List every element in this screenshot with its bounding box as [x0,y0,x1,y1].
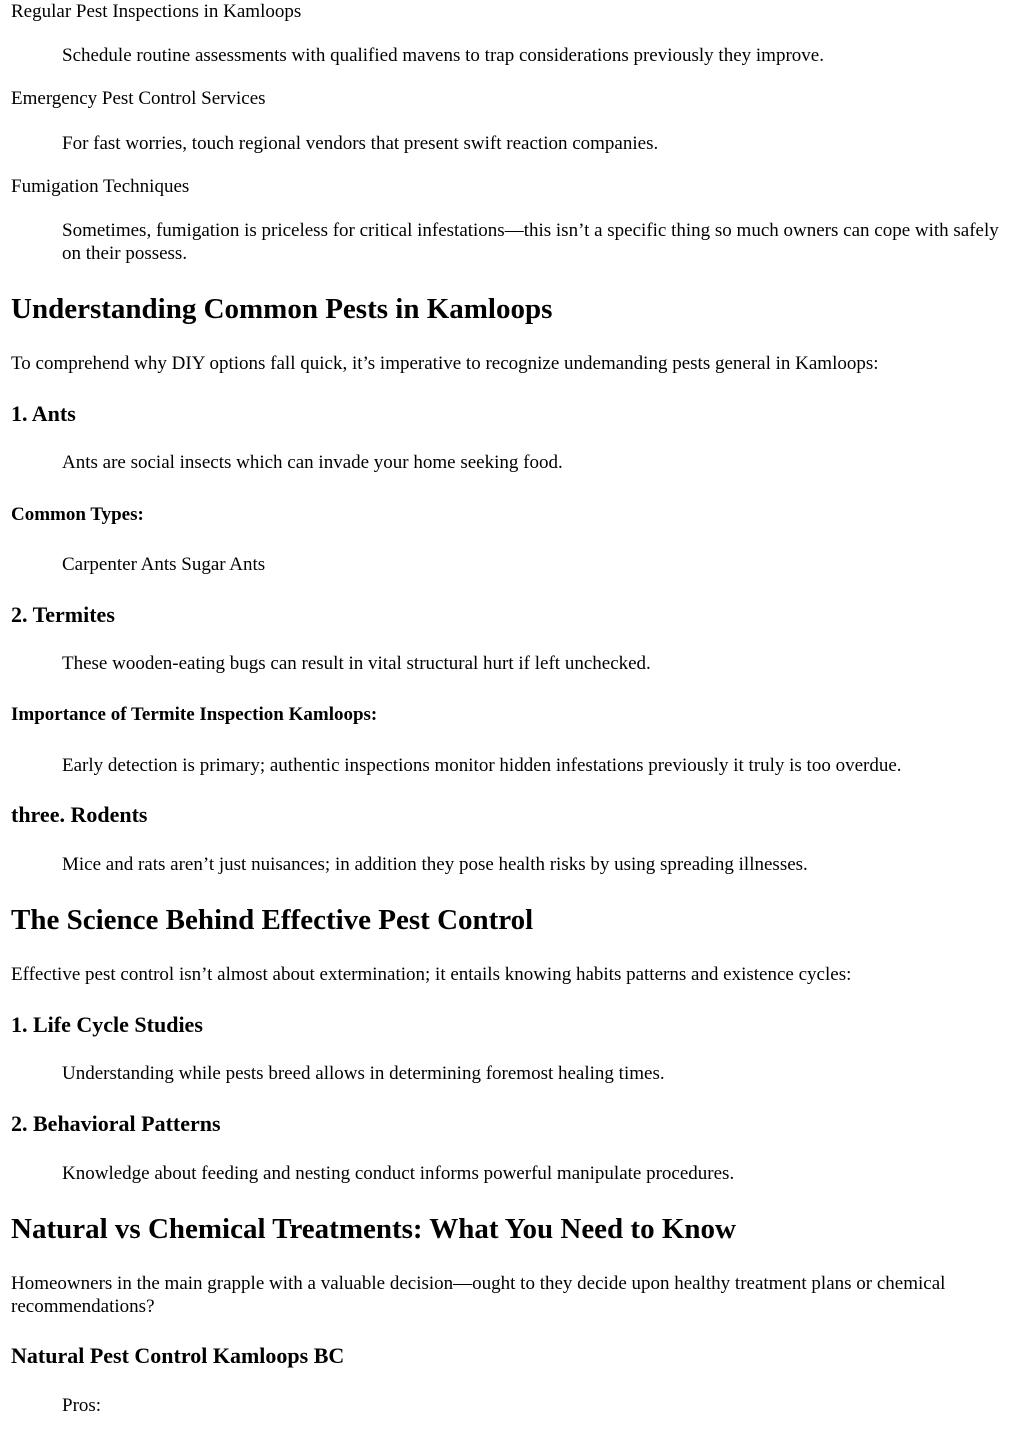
ant-types: Carpenter Ants Sugar Ants [62,554,266,575]
definition-term: Regular Pest Inspections in Kamloops [11,1,302,22]
definition-term: Emergency Pest Control Services [11,88,266,109]
definition-description: Schedule routine assessments with qualified mavens to trap considerations previously they improve. [62,45,824,66]
subheading-rodents: three. Rodents [11,802,148,827]
section-intro: To comprehend why DIY options fall quick, it’s imperative to recognize undemanding pests general in Kamloops: [11,353,879,374]
subheading-termite-inspection: Importance of Termite Inspection Kamloops: [11,704,378,725]
pros-label: Pros: [62,1395,102,1416]
section-heading-science: The Science Behind Effective Pest Control [11,904,534,936]
section-intro: Effective pest control isn’t almost about extermination; it entails knowing habits patterns and existence cycles: [11,964,852,985]
definition-term: Fumigation Techniques [11,176,190,197]
section-heading-common-pests: Understanding Common Pests in Kamloops [11,293,553,325]
ants-description: Ants are social insects which can invade your home seeking food. [62,452,563,473]
rodents-description: Mice and rats aren’t just nuisances; in addition they pose health risks by using spreading illnesses. [62,854,808,875]
subheading-life-cycle: 1. Life Cycle Studies [11,1012,203,1037]
section-intro: Homeowners in the main grapple with a valuable decision—ought to they decide upon healthy treatment plans or chemical recommendations? [11,1273,946,1317]
definition-description: For fast worries, touch regional vendors that present swift reaction companies. [62,133,659,154]
section-heading-treatments: Natural vs Chemical Treatments: What You Need to Know [11,1213,736,1245]
life-cycle-description: Understanding while pests breed allows in determining foremost healing times. [62,1063,665,1084]
termite-inspection-text: Early detection is primary; authentic inspections monitor hidden infestations previously it truly is too overdue. [62,755,902,776]
subheading-termites: 2. Termites [11,602,115,627]
subheading-behavioral-patterns: 2. Behavioral Patterns [11,1111,221,1136]
termites-description: These wooden-eating bugs can result in vital structural hurt if left unchecked. [62,653,651,674]
behavioral-description: Knowledge about feeding and nesting conduct informs powerful manipulate procedures. [62,1163,735,1184]
definition-description: Sometimes, fumigation is priceless for critical infestations—this isn’t a specific thing so much owners can cope with safely on their possess. [62,220,999,264]
subheading-common-types: Common Types: [11,504,144,525]
subheading-natural-pest-control: Natural Pest Control Kamloops BC [11,1343,345,1368]
subheading-ants: 1. Ants [11,401,76,426]
